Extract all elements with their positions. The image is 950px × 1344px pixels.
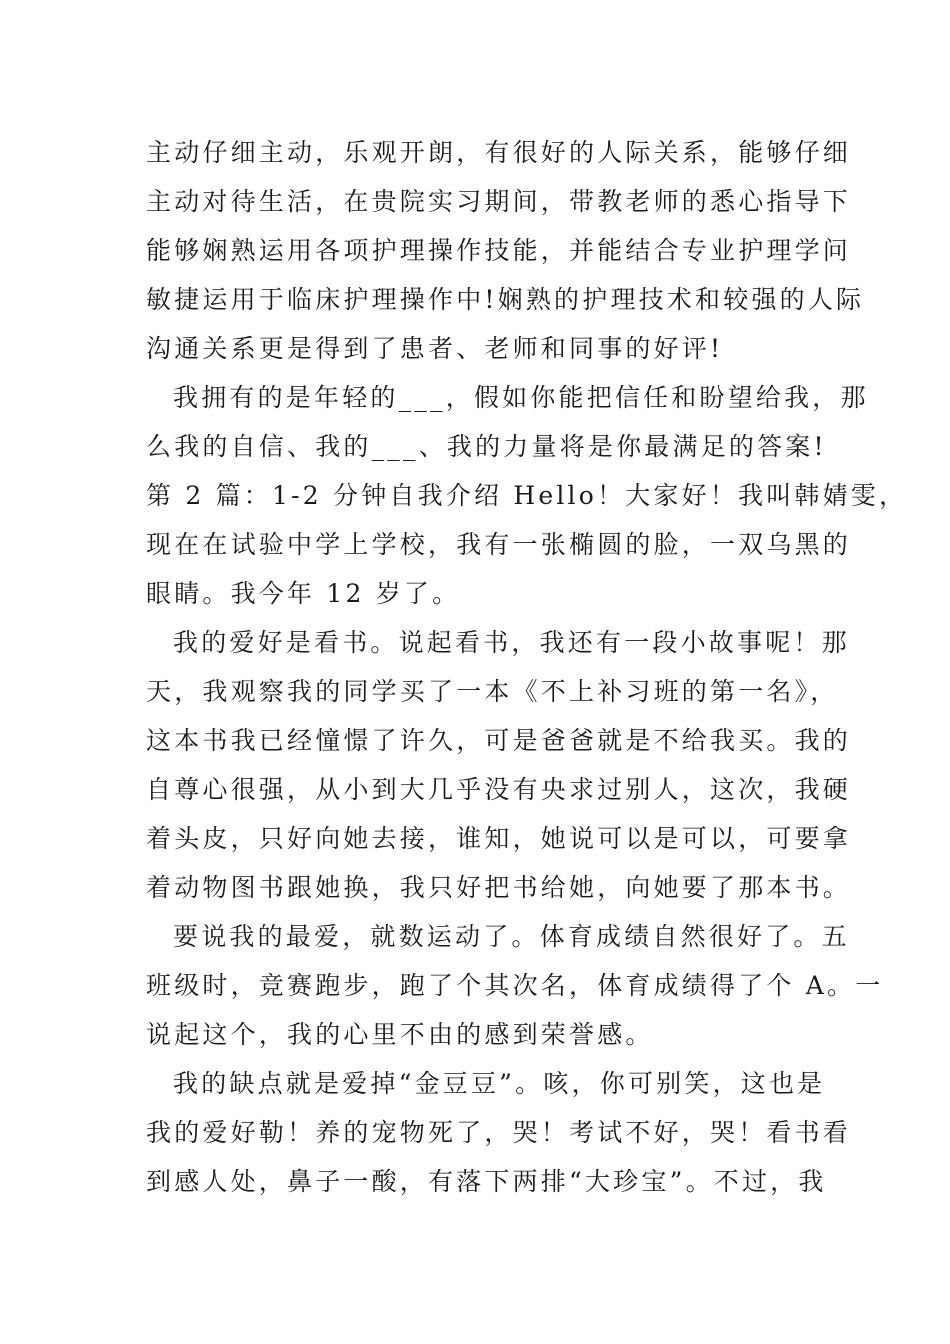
text-line: 要说我的最爱，就数运动了。体育成绩自然很好了。五 bbox=[173, 922, 850, 951]
text-line: 自尊心很强，从小到大几乎没有央求过别人，这次，我硬 bbox=[146, 775, 852, 804]
text-line: 着头皮，只好向她去接，谁知，她说可以是可以，可要拿 bbox=[146, 824, 852, 853]
text-line: 班级时，竞赛跑步，跑了个其次名，体育成绩得了个 A。一 bbox=[146, 971, 884, 1000]
text-line: 我的爱好是看书。说起看书，我还有一段小故事呢！那 bbox=[173, 628, 850, 657]
text-line: 着动物图书跟她换，我只好把书给她，向她要了那本书。 bbox=[146, 873, 852, 902]
text-line: 到感人处，鼻子一酸，有落下两排“大珍宝”。不过，我 bbox=[146, 1167, 827, 1196]
text-line: 第 2 篇：1-2 分钟自我介绍 Hello！大家好！我叫韩婧雯， bbox=[146, 481, 908, 510]
text-line: 我的缺点就是爱掉“金豆豆”。咳，你可别笑，这也是 bbox=[173, 1069, 826, 1098]
text-line: 我拥有的是年轻的___，假如你能把信任和盼望给我，那 bbox=[173, 383, 869, 412]
text-line: 主动仔细主动，乐观开朗，有很好的人际关系，能够仔细 bbox=[146, 138, 852, 167]
body-text bbox=[146, 128, 908, 1206]
text-line: 说起这个，我的心里不由的感到荣誉感。 bbox=[146, 1020, 654, 1049]
text-line: 眼睛。我今年 12 岁了。 bbox=[146, 579, 461, 608]
text-line: 敏捷运用于临床护理操作中!娴熟的护理技术和较强的人际 bbox=[146, 285, 865, 314]
text-line: 天，我观察我的同学买了一本《不上补习班的第一名》， bbox=[146, 677, 839, 706]
text-line: 沟通关系更是得到了患者、老师和同事的好评! bbox=[146, 334, 724, 363]
text-line: 现在在试验中学上学校，我有一张椭圆的脸，一双乌黑的 bbox=[146, 530, 852, 559]
text-line: 么我的自信、我的___、我的力量将是你最满足的答案! bbox=[146, 432, 827, 461]
text-line: 这本书我已经憧憬了许久，可是爸爸就是不给我买。我的 bbox=[146, 726, 852, 755]
text-line: 能够娴熟运用各项护理操作技能，并能结合专业护理学问 bbox=[146, 236, 852, 265]
text-line: 我的爱好勒！养的宠物死了，哭！考试不好，哭！看书看 bbox=[146, 1118, 852, 1147]
text-line: 主动对待生活，在贵院实习期间，带教老师的悉心指导下 bbox=[146, 187, 852, 216]
